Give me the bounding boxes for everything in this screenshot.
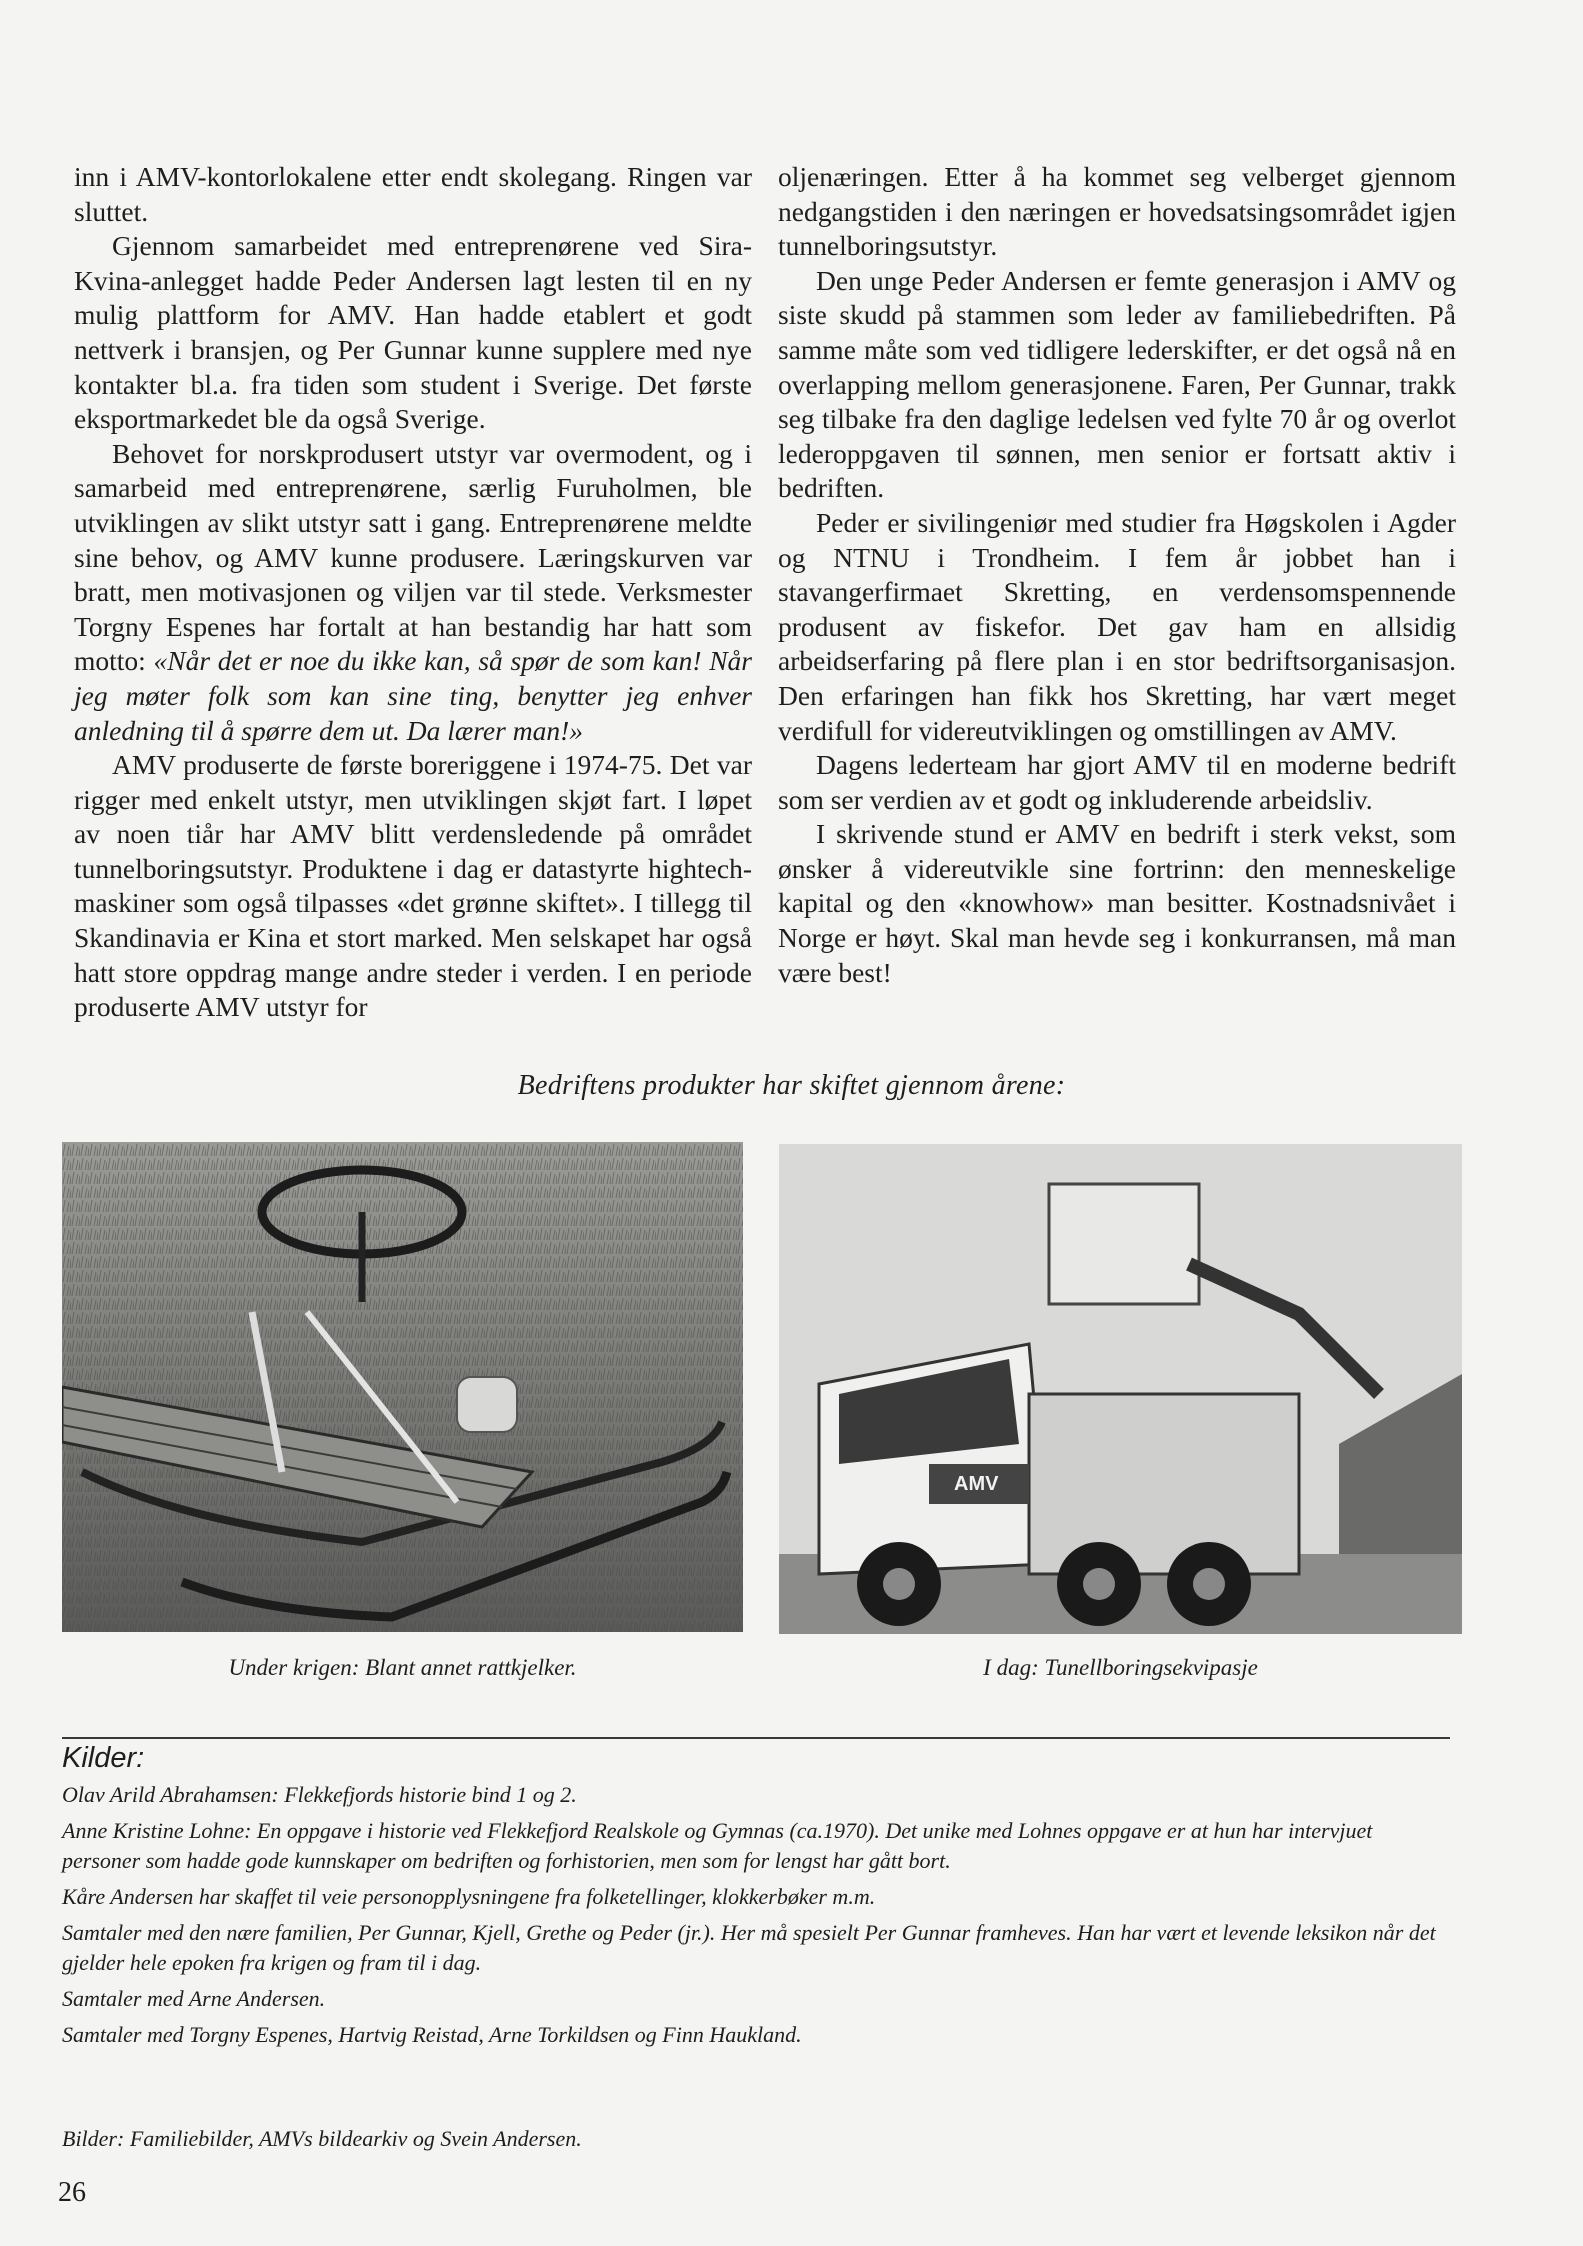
truck-photo bbox=[779, 1144, 1462, 1634]
sled-illustration bbox=[62, 1142, 743, 1632]
sources-title: Kilder: bbox=[62, 1742, 145, 1774]
source-item: Samtaler med Arne Andersen. bbox=[62, 1986, 326, 2011]
source-item: Samtaler med Torgny Espenes, Hartvig Reistad, Arne Torkildsen og Finn Haukland. bbox=[62, 2022, 802, 2047]
paragraph bbox=[74, 437, 752, 748]
sources-list bbox=[62, 1780, 1452, 2056]
truck-logo: AMV bbox=[954, 1473, 999, 1495]
sled-caption: Under krigen: Blant annet rattkjelker. bbox=[228, 1655, 577, 1680]
source-item: Kåre Andersen har skaffet til veie personopplysningene fra folketellinger, klokkerbøker m.m. bbox=[62, 1884, 876, 1909]
paragraph: Dagens lederteam har gjort AMV til en moderne bedrift som ser verdien av et godt og inkluderende arbeidsliv. bbox=[778, 749, 1456, 815]
paragraph: Peder er sivilingeniør med studier fra Høgskolen i Agder og NTNU i Trondheim. I fem år jobbet han i stavangerfirmaet Skretting, en verdensomspennende produsent av fiskefor. Det gav ham en allsidig arbeidserfaring på flere plan i en stor bedriftsorganisasjon. Den erfaringen han fikk hos Skretting, har vært meget verdifull for videreutviklingen og omstillingen av AMV. bbox=[778, 506, 1456, 746]
sled-photo bbox=[62, 1142, 743, 1632]
paragraph-text: Behovet for norskprodusert utstyr var overmodent, og i samarbeid med entreprenørene, særlig Furuholmen, ble utviklingen av slikt utstyr satt i gang. Entreprenørene meldte sine behov, og AMV kunne produsere. Læringskurven var bratt, men motivasjonen og viljen var til stede. Verksmester Torgny Espenes har fortalt at han bestandig har hatt som motto: bbox=[74, 437, 752, 677]
quote: «Når det er noe du ikke kan, så spør de som kan! Når jeg møter folk som kan sine ting, benytter jeg enhver anledning til å spørre dem ut. Da lærer man!» bbox=[74, 645, 753, 746]
paragraph: oljenæringen. Etter å ha kommet seg velberget gjennom nedgangstiden i den næringen er hovedsatsingsområdet igjen tunnelboringsutstyr. bbox=[778, 161, 1456, 262]
paragraph: AMV produserte de første boreriggene i 1974-75. Det var rigger med enkelt utstyr, men utviklingen skjøt fart. I løpet av noen tiår har AMV blitt verdensledende på området tunnelboringsutstyr. Produktene i dag er datastyrte hightech-maskiner som også tilpasses «det grønne skiftet». I tillegg til Skandinavia er Kina et stort marked. Men selskapet har også hatt store oppdrag mange andre steder i verden. I en periode produserte AMV utstyr for bbox=[74, 749, 752, 1023]
left-column bbox=[74, 160, 752, 1025]
page-number: 26 bbox=[58, 2177, 86, 2208]
divider bbox=[62, 1737, 1450, 1739]
paragraph: Den unge Peder Andersen er femte generasjon i AMV og siste skudd på stammen som leder av familiebedriften. På samme måte som ved tidligere lederskifter, er det også nå en overlapping mellom generasjonene. Faren, Per Gunnar, trakk seg tilbake fra den daglige ledelsen ved fylte 70 år og overlot lederoppgaven til sønnen, men senior er fortsatt aktiv i bedriften. bbox=[778, 264, 1456, 504]
image-credits: Bilder: Familiebilder, AMVs bildearkiv og Svein Andersen. bbox=[62, 2126, 582, 2151]
paragraph: Gjennom samarbeidet med entreprenørene ved Sira-Kvina-anlegget hadde Peder Andersen lagt lesten til en ny mulig plattform for AMV. Han hadde etablert et godt nettverk i bransjen, og Per Gunnar kunne supplere med nye kontakter bl.a. fra tiden som student i Sverige. Det første eksportmarkedet ble da også Sverige. bbox=[74, 230, 752, 435]
paragraph: I skrivende stund er AMV en bedrift i sterk vekst, som ønsker å videreutvikle sine fortrinn: den menneskelige kapital og den «knowhow» man besitter. Kostnadsnivået i Norge er høyt. Skal man hevde seg i konkurransen, må man være best! bbox=[778, 818, 1456, 988]
right-column bbox=[778, 160, 1456, 990]
source-item: Samtaler med den nære familien, Per Gunnar, Kjell, Grethe og Peder (jr.). Her må spesielt Per Gunnar framheves. Han har vært et levende leksikon når det gjelder hele epoken fra krigen og fram til i dag. bbox=[62, 1920, 1436, 1975]
truck-illustration bbox=[779, 1144, 1462, 1634]
paragraph: inn i AMV-kontorlokalene etter endt skolegang. Ringen var sluttet. bbox=[74, 161, 752, 227]
source-item: Olav Arild Abrahamsen: Flekkefjords historie bind 1 og 2. bbox=[62, 1782, 577, 1807]
figures-heading: Bedriftens produkter har skiftet gjennom årene: bbox=[517, 1070, 1066, 1101]
truck-caption: I dag: Tunellboringsekvipasje bbox=[983, 1655, 1258, 1680]
source-item: Anne Kristine Lohne: En oppgave i historie ved Flekkefjord Realskole og Gymnas (ca.1970). Det unike med Lohnes oppgave er at hun har intervjuet personer som hadde gode kunnskaper om bedriften og forhistorien, men som for lengst har gått bort. bbox=[62, 1818, 1373, 1873]
